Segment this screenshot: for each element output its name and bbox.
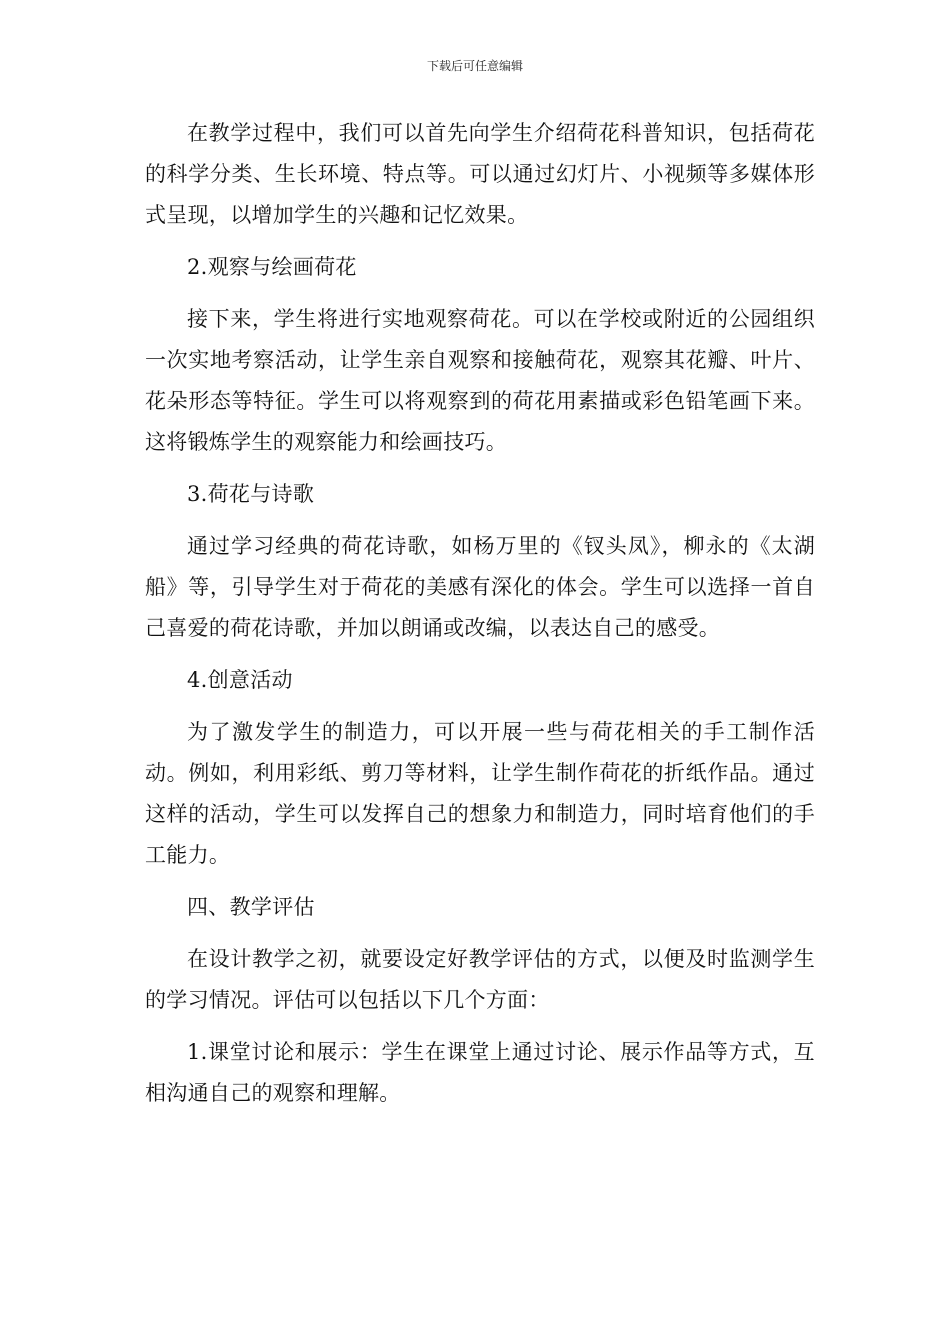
page-header-note: 下载后可任意编辑 — [426, 59, 523, 73]
heading-observe-draw: 2.观察与绘画荷花 — [187, 255, 357, 279]
heading-creative-activity: 4.创意活动 — [187, 668, 293, 692]
paragraph-evaluation-item-1: 1.课堂讨论和展示：学生在课堂上通过讨论、展示作品等方式，互相沟通自己的观察和理解。 — [145, 1040, 815, 1105]
paragraph-lotus-poetry: 通过学习经典的荷花诗歌，如杨万里的《钗头凤》，柳永的《太湖船》等，引导学生对于荷花的美感有深化的体会。学生可以选择一首自己喜爱的荷花诗歌，并加以朗诵或改编，以表达自己的感受。 — [145, 534, 815, 640]
heading-teaching-evaluation: 四、教学评估 — [187, 895, 315, 919]
paragraph-intro-knowledge: 在教学过程中，我们可以首先向学生介绍荷花科普知识，包括荷花的科学分类、生长环境、特点等。可以通过幻灯片、小视频等多媒体形式呈现，以增加学生的兴趣和记忆效果。 — [145, 121, 815, 227]
document-body — [145, 113, 815, 1114]
paragraph-observe-draw: 接下来，学生将进行实地观察荷花。可以在学校或附近的公园组织一次实地考察活动，让学生亲自观察和接触荷花，观察其花瓣、叶片、花朵形态等特征。学生可以将观察到的荷花用素描或彩色铅笔画下来。这将锻炼学生的观察能力和绘画技巧。 — [145, 307, 815, 454]
heading-lotus-poetry: 3.荷花与诗歌 — [187, 482, 315, 506]
paragraph-teaching-evaluation: 在设计教学之初，就要设定好教学评估的方式，以便及时监测学生的学习情况。评估可以包括以下几个方面： — [145, 947, 815, 1012]
paragraph-creative-activity: 为了激发学生的制造力，可以开展一些与荷花相关的手工制作活动。例如，利用彩纸、剪刀等材料，让学生制作荷花的折纸作品。通过这样的活动，学生可以发挥自己的想象力和制造力，同时培育他们的手工能力。 — [145, 720, 815, 867]
